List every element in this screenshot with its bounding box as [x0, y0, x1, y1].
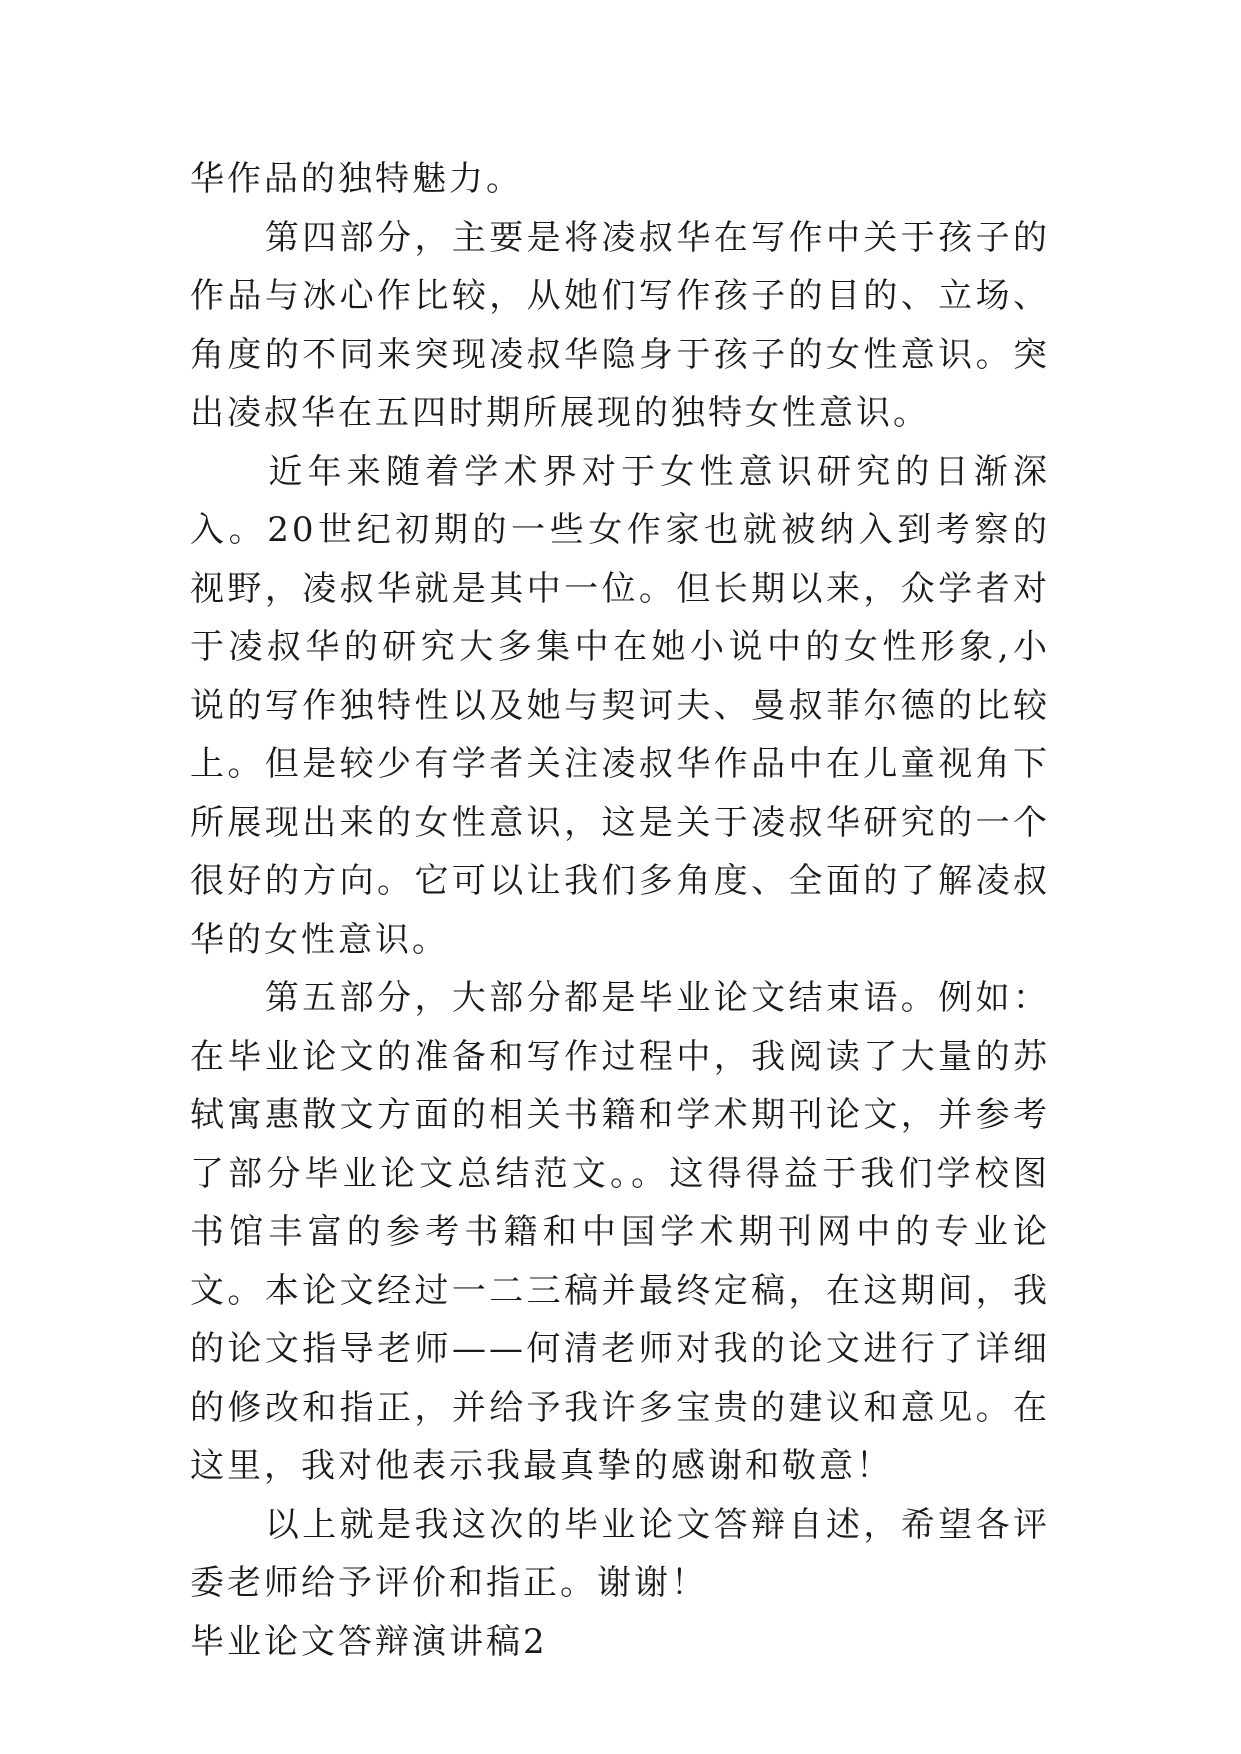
paragraph-part-five: 第五部分，大部分都是毕业论文结束语。例如：在毕业论文的准备和写作过程中，我阅读了大量的苏轼寓惠散文方面的相关书籍和学术期刊论文，并参考了部分毕业论文总结范文。。这得得益于我们学校图书馆丰富的参考书籍和中国学术期刊网中的专业论文。本论文经过一二三稿并最终定稿，在这期间，我的论文指导老师——何清老师对我的论文进行了详细的修改和指正，并给予我许多宝贵的建议和意见。在这里，我对他表示我最真挚的感谢和敬意！ — [190, 978, 1050, 1486]
paragraph-research-context: 近年来随着学术界对于女性意识研究的日渐深入。20世纪初期的一些女作家也就被纳入到考察的视野，凌叔华就是其中一位。但长期以来，众学者对于凌叔华的研究大多集中在她小说中的女性形象,小说的写作独特性以及她与契诃夫、曼叔菲尔德的比较上。但是较少有学者关注凌叔华作品中在儿童视角下所展现出来的女性意识，这是关于凌叔华研究的一个很好的方向。它可以让我们多角度、全面的了解凌叔华的女性意识。 — [190, 451, 1050, 960]
document-body — [190, 150, 1050, 1671]
paragraph-part-four: 第四部分，主要是将凌叔华在写作中关于孩子的作品与冰心作比较，从她们写作孩子的目的、立场、角度的不同来突现凌叔华隐身于孩子的女性意识。突出凌叔华在五四时期所展现的独特女性意识。 — [190, 217, 1050, 433]
paragraph-continuation: 华作品的独特魅力。 — [190, 159, 523, 199]
paragraph-closing: 以上就是我这次的毕业论文答辩自述，希望各评委老师给予评价和指正。谢谢！ — [190, 1504, 1050, 1603]
section-heading: 毕业论文答辩演讲稿2 — [190, 1621, 548, 1662]
